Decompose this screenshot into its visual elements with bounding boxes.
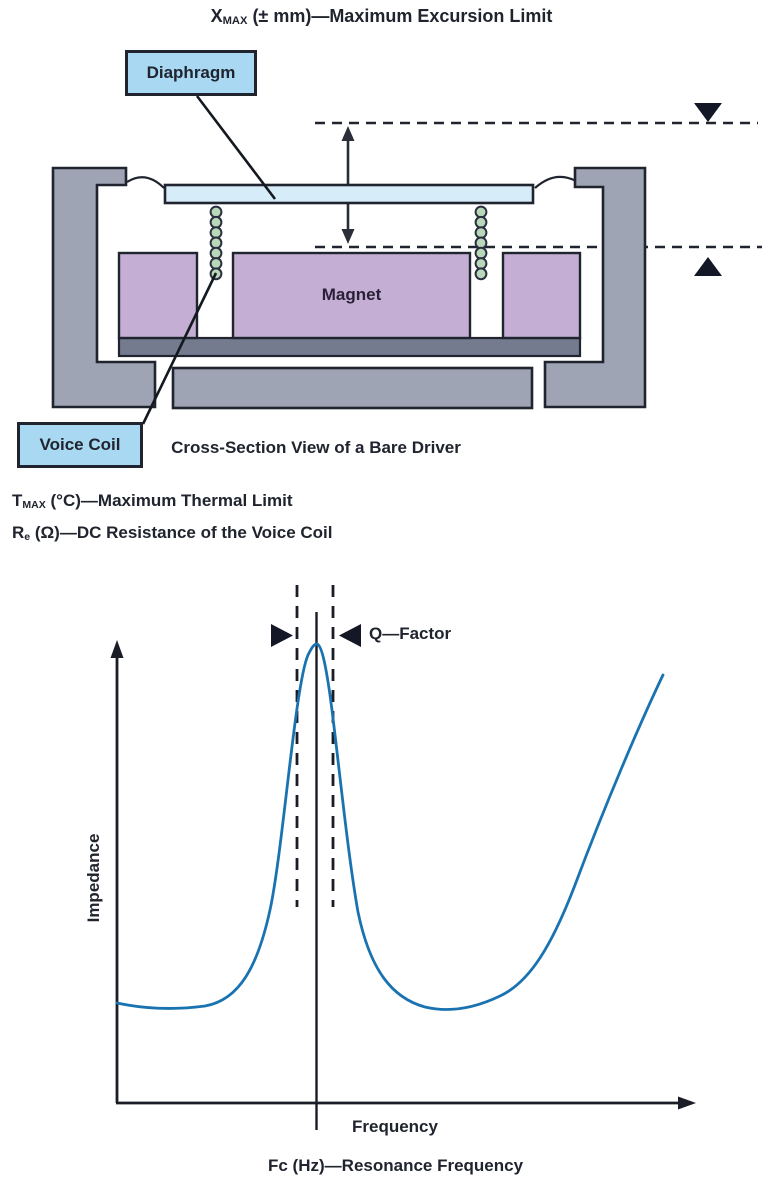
right-triangle-icon bbox=[271, 624, 293, 647]
surround-right bbox=[535, 177, 576, 188]
voice-coil-left bbox=[211, 207, 222, 280]
impedance-curve bbox=[117, 644, 663, 1010]
up-triangle-icon bbox=[694, 257, 722, 276]
magnet-right bbox=[503, 253, 580, 338]
y-axis-arrow-icon bbox=[111, 640, 124, 658]
fc-note: Fc (Hz)—Resonance Frequency bbox=[268, 1156, 524, 1175]
diaphragm-bar bbox=[165, 185, 533, 203]
diaphragm-label-box bbox=[125, 50, 257, 96]
magnet-left bbox=[119, 253, 197, 338]
diaphragm-leader-line bbox=[197, 96, 275, 199]
diagram-caption: Cross-Section View of a Bare Driver bbox=[171, 438, 461, 457]
re-symbol: R bbox=[12, 523, 25, 542]
surround-left bbox=[127, 177, 164, 188]
x-axis-arrow-icon bbox=[678, 1097, 696, 1110]
q-factor-label: Q—Factor bbox=[369, 624, 452, 643]
diagram-title bbox=[0, 6, 763, 27]
title-rest: (± mm)—Maximum Excursion Limit bbox=[247, 6, 553, 26]
left-triangle-icon bbox=[339, 624, 361, 647]
diaphragm-label: Diaphragm bbox=[146, 63, 236, 82]
title-subscript: MAX bbox=[222, 15, 248, 27]
title-symbol: X bbox=[210, 6, 223, 26]
x-axis-label: Frequency bbox=[352, 1117, 438, 1136]
voice-coil-label-box bbox=[17, 422, 143, 468]
magnet-label: Magnet bbox=[321, 285, 382, 304]
y-axis-label: Impedance bbox=[84, 833, 103, 923]
re-note bbox=[12, 523, 333, 543]
down-triangle-icon bbox=[694, 103, 722, 122]
chart-axes bbox=[111, 640, 697, 1110]
re-subscript: e bbox=[24, 530, 31, 543]
tmax-symbol: T bbox=[12, 491, 23, 510]
frame-base-plate bbox=[173, 368, 532, 408]
pole-plate bbox=[119, 338, 580, 356]
tmax-subscript: MAX bbox=[22, 498, 46, 511]
voice-coil-right bbox=[476, 207, 487, 280]
voice-coil-label: Voice Coil bbox=[39, 435, 121, 454]
re-rest: (Ω)—DC Resistance of the Voice Coil bbox=[30, 523, 333, 542]
tmax-rest: (°C)—Maximum Thermal Limit bbox=[45, 491, 293, 510]
tmax-note bbox=[12, 491, 293, 511]
impedance-chart bbox=[111, 585, 697, 1130]
